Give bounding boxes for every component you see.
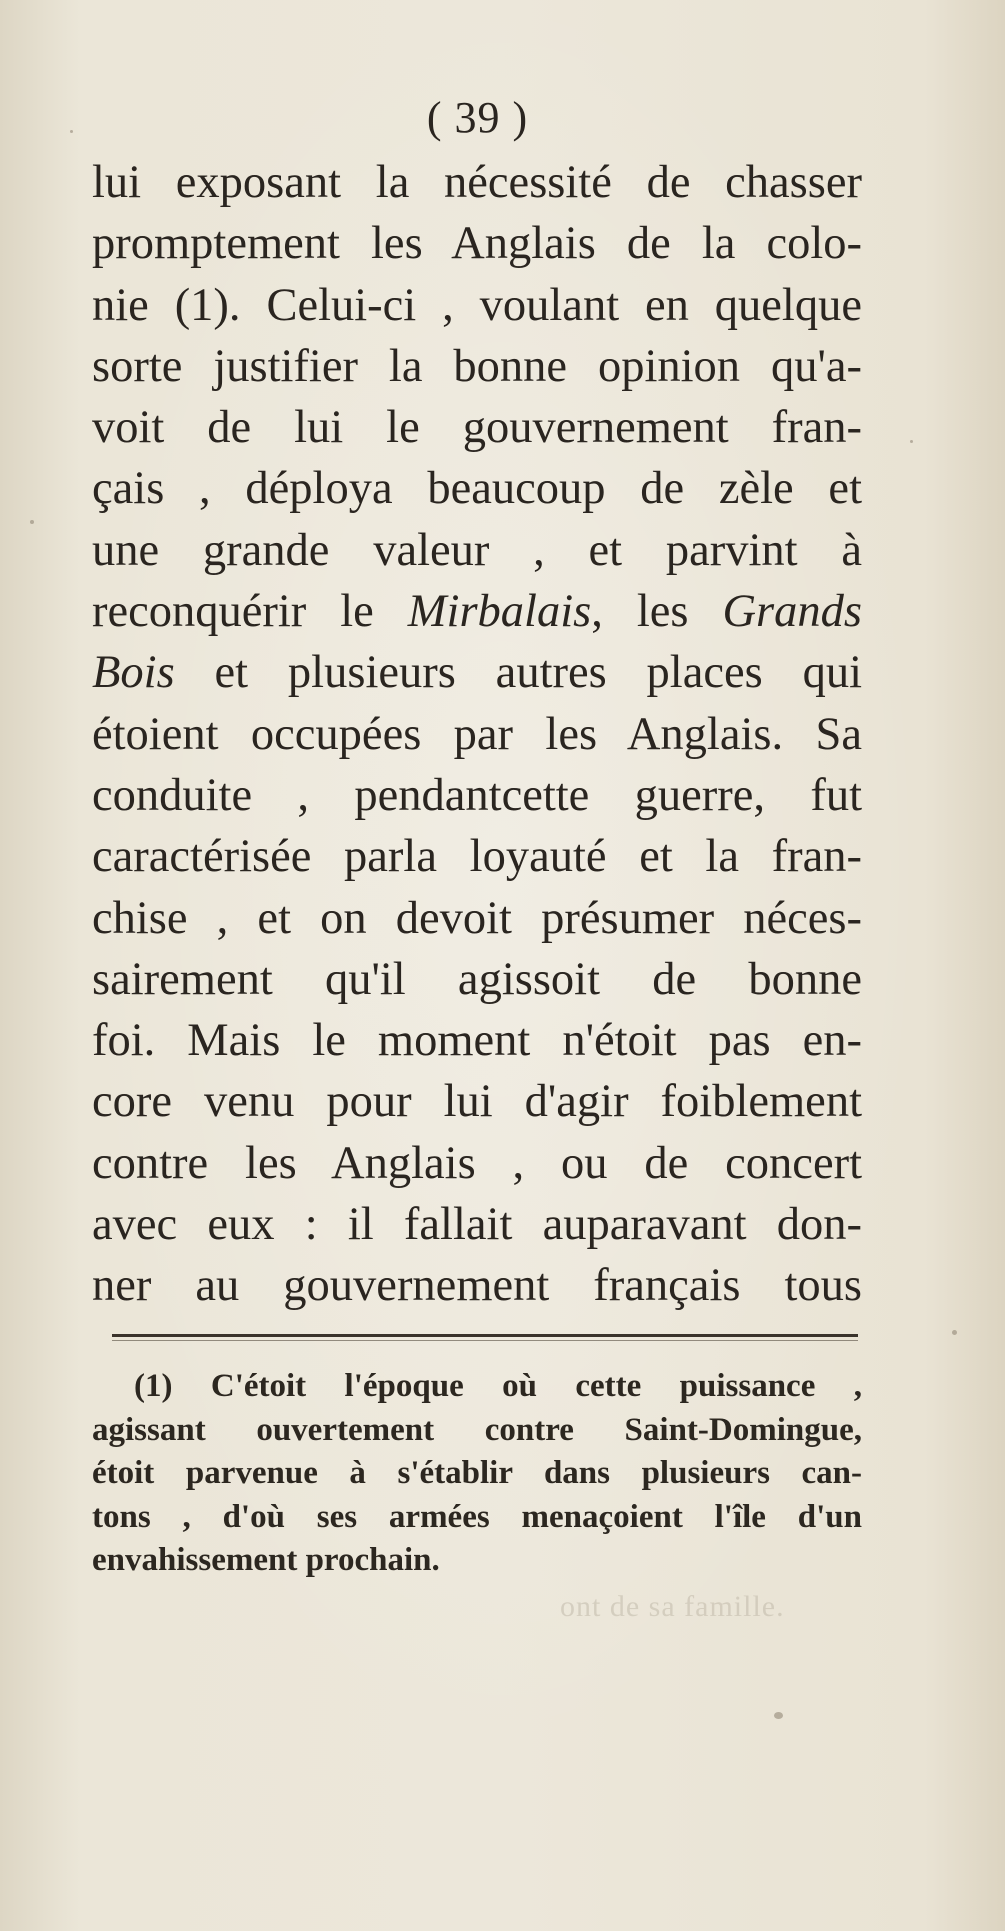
text-line: nie (1). Celui-ci , voulant en quelque: [92, 279, 862, 331]
footnote: [92, 1365, 862, 1583]
bleed-through-text: ont de sa famille.: [560, 1590, 785, 1623]
text-line: core venu pour lui d'agir foiblement: [92, 1076, 862, 1128]
text-line: sorte justifier la bonne opinion qu'a-: [92, 340, 862, 392]
footnote-line: étoit parvenue à s'établir dans plusieurs can-: [92, 1455, 862, 1491]
paper-speck: [952, 1330, 957, 1335]
text-line: conduite , pendantcette guerre, fut: [92, 769, 862, 821]
text-segment: reconquérir le: [92, 586, 408, 638]
italic-place-name: Bois: [92, 647, 175, 699]
text-line: une grande valeur , et parvint à: [92, 524, 862, 576]
footnote-separator-rule-thin: [112, 1340, 858, 1341]
body-paragraph: [92, 152, 862, 1317]
text-segment: , les: [591, 586, 723, 638]
text-line: ner au gouvernement français tous: [92, 1260, 862, 1312]
text-line: çais , déploya beaucoup de zèle et: [92, 463, 862, 515]
text-segment: et plusieurs autres places qui: [174, 647, 862, 699]
text-line: avec eux : il fallait auparavant don-: [92, 1199, 862, 1251]
text-line: étoient occupées par les Anglais. Sa: [92, 708, 862, 760]
text-line: contre les Anglais , ou de concert: [92, 1137, 862, 1189]
italic-place-name: Grands: [722, 586, 862, 638]
text-line-mixed: [92, 581, 862, 642]
footnote-line: tons , d'où ses armées menaçoient l'île d'un: [92, 1498, 862, 1535]
text-line: caractérisée parla loyauté et la fran-: [92, 831, 862, 883]
paper-speck: [30, 520, 34, 524]
text-line-mixed: [92, 642, 862, 703]
footnote-separator-rule: [112, 1334, 858, 1337]
text-line: sairement qu'il agissoit de bonne: [92, 953, 862, 1005]
text-line: lui exposant la nécessité de chasser: [92, 157, 862, 208]
text-line: chise , et on devoit présumer néces-: [92, 892, 862, 944]
footnote-line: (1) C'étoit l'époque où cette puissance ,: [134, 1368, 862, 1404]
text-line: voit de lui le gouvernement fran-: [92, 402, 862, 454]
paper-speck: [774, 1712, 783, 1719]
footnote-line: agissant ouvertement contre Saint-Domingue,: [92, 1411, 862, 1448]
paper-speck: [910, 440, 913, 443]
text-line: promptement les Anglais de la colo-: [92, 218, 862, 270]
italic-place-name: Mirbalais: [407, 586, 592, 638]
footnote-line: envahissement prochain.: [92, 1542, 440, 1578]
page-number: ( 39 ): [426, 93, 529, 142]
text-line: foi. Mais le moment n'étoit pas en-: [92, 1015, 862, 1067]
